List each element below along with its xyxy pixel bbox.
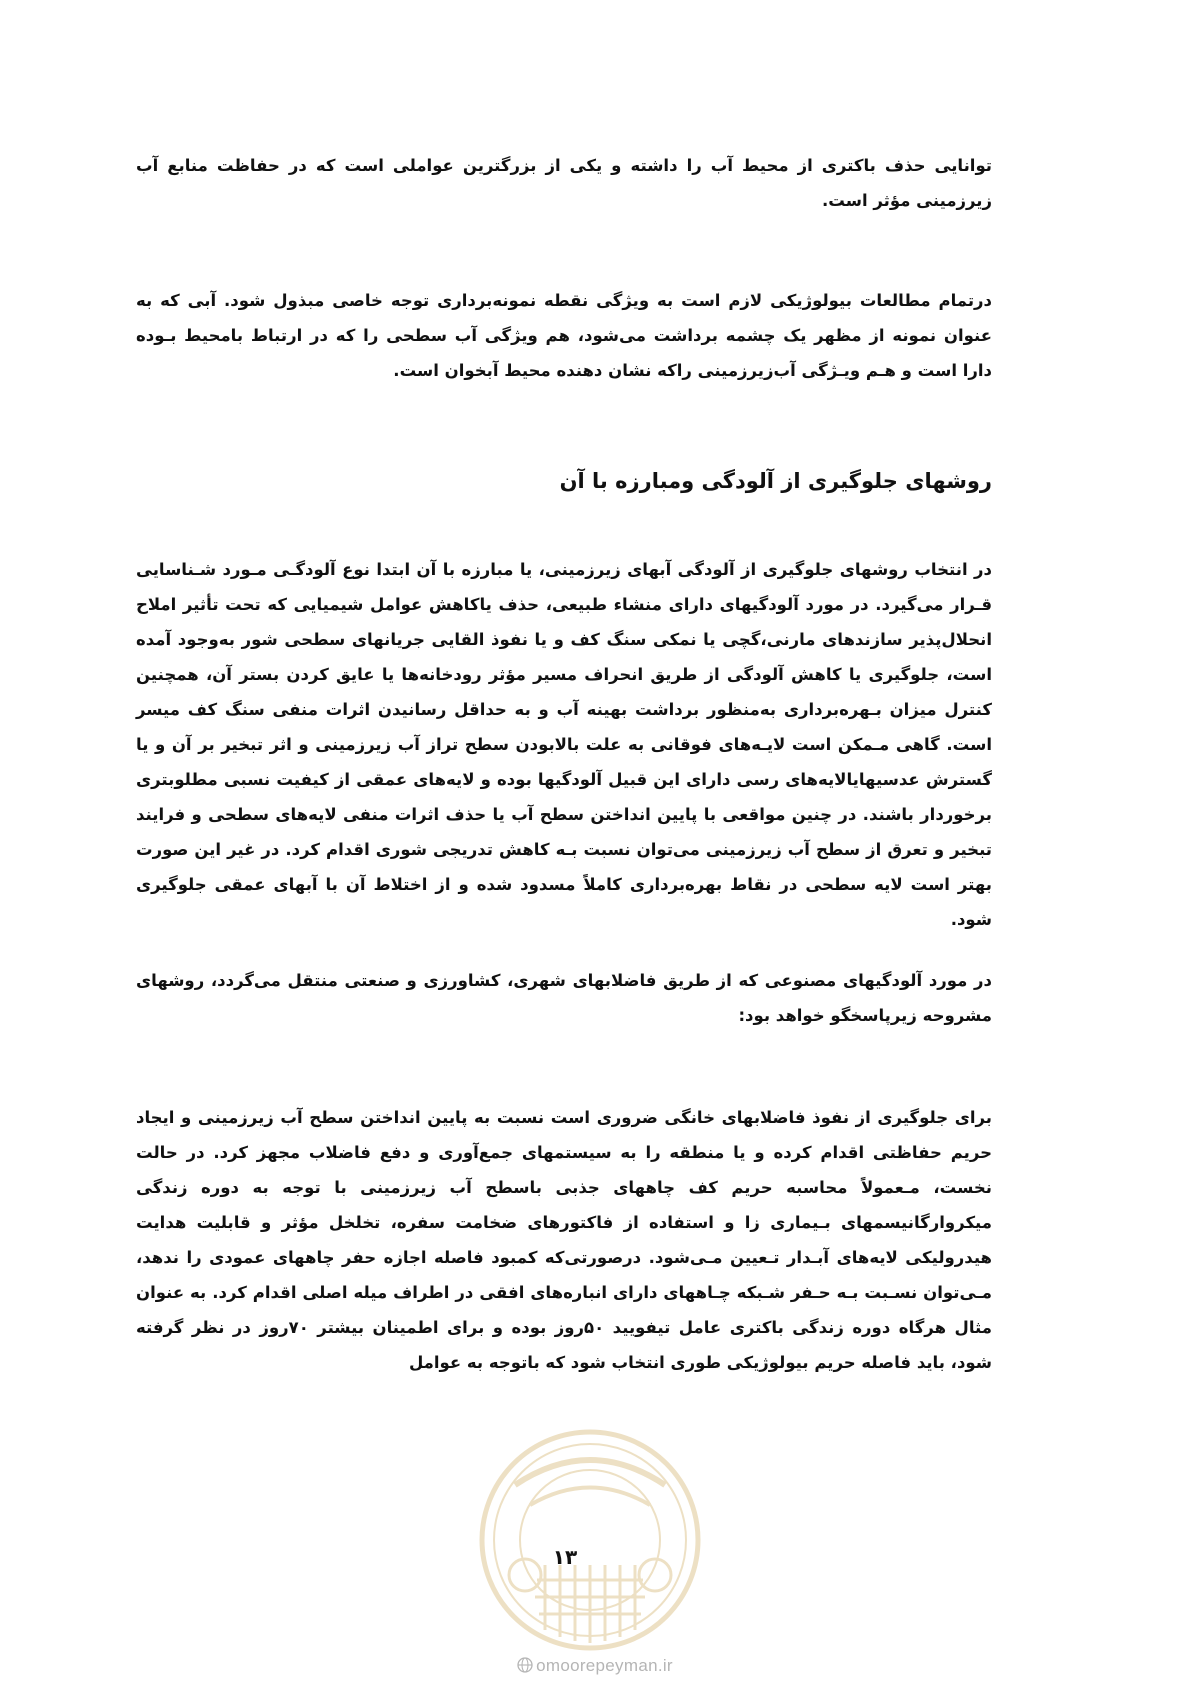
paragraph-household-sewage: برای جلوگیری از نفوذ فاضلابهای خانگی ضروری است نسبت به پایین انداختن سطح آب زیرزمینی و ایجاد حریم حفاظتی اقدام کرده و یا منطقه را به سیستمهای جمع‌آوری و دفع فاضلاب مجهز کرد. در حالت نخست، مـعمولاً محاسبه حریم کف چاههای جذبی باسطح آب زیرزمینی با توجه به دوره زندگی میکروارگانیسمهای بـیماری زا و استفاده از فاکتورهای ضخامت سفره، تخلخل مؤثر و قابلیت هدایت هیدرولیکی لایه‌های آبـدار تـعیین مـی‌شود. درصورتی‌که کمبود فاصله اجازه حفر چاههای عمودی را ندهد، مـی‌توان نسـبت بـه حـفر شـبکه چـاههای دارای انباره‌های افقی در اطراف میله اصلی اقدام کرد. به عنوان مثال هرگاه دوره زندگی باکتری عامل تیفویید ۵۰روز بوده و برای اطمینان بیشتر ۷۰روز در نظر گرفته شود، باید فاصله حریم بیولوژیکی طوری انتخاب شود که باتوجه به عوامل [136,1108,992,1372]
watermark-url [470,1656,720,1676]
paragraph-biological-sampling: درتمام مطالعات بیولوژیکی لازم است به ویژگی نقطه نمونه‌برداری توجه خاصی مبذول شود. آبی که به عنوان نمونه از مظهر یک چشمه برداشت می‌شود، هم ویژگی آب سطحی را که در ارتباط بامحیط بـوده دارا است و هـم ویـژگی آب‌زیرزمینی راکه نشان دهنده محیط آبخوان است. [136,291,992,380]
paragraph-natural-pollution: در انتخاب روشهای جلوگیری از آلودگی آبهای زیرزمینی، یا مبارزه با آن ابتدا نوع آلودگـی مـورد شـناسایی قـرار می‌گیرد. در مورد آلودگیهای دارای منشاء طبیعی، حذف یاکاهش عوامل شیمیایی که تحت تأثیر املاح انحلال‌پذیر سازندهای مارنی،گچی یا نمکی سنگ کف و یا نفوذ القایی جریانهای سطحی شور به‌وجود آمده است، جلوگیری یا کاهش آلودگی از طریق انحراف مسیر مؤثر رودخانه‌ها یا عایق کردن بستر آن، همچنین کنترل میزان بـهره‌برداری به‌منظور برداشت بهینه آب و به حداقل رسانیدن اثرات منفی سنگ کف میسر است. گاهی مـمکن است لایـه‌های فوقانی به علت بالابودن سطح تراز آب زیرزمینی و اثر تبخیر بر آن و یا گسترش عدسیهایالایه‌های رسی دارای این قبیل آلودگیها بوده و لایه‌های عمقی از کیفیت نسبی مطلوبتری برخوردار باشند. در چنین مواقعی با پایین انداختن سطح آب یا حذف اثرات منفی لایه‌های سطحی و فرایند تبخیر و تعرق از سطح آب زیرزمینی می‌توان نسبت بـه کاهش تدریجی شوری اقدام کرد. در غیر این صورت بهتر است لایه سطحی در نقاط بهره‌برداری کاملاً مسدود شده و از اختلاط آن با آبهای عمقی جلوگیری شود. [136,560,992,929]
section-heading: روشهای جلوگیری از آلودگی ومبارزه با آن [559,469,992,493]
paragraph-bacteria-removal: توانایی حذف باکتری از محیط آب را داشته و یکی از بزرگترین عواملی است که در حفاظت منابع آب زیرزمینی مؤثر است. [136,156,992,210]
seal-logo-icon [475,1425,705,1655]
globe-icon [517,1657,533,1673]
watermark-url-text: omoorepeyman.ir [536,1656,673,1675]
page-number: ۱۳ [552,1545,578,1569]
paragraph-artificial-pollution: در مورد آلودگیهای مصنوعی که از طریق فاضلابهای شهری، کشاورزی و صنعتی منتقل می‌گردد، روشهای مشروحه زیرپاسخگو خواهد بود: [136,971,992,1025]
